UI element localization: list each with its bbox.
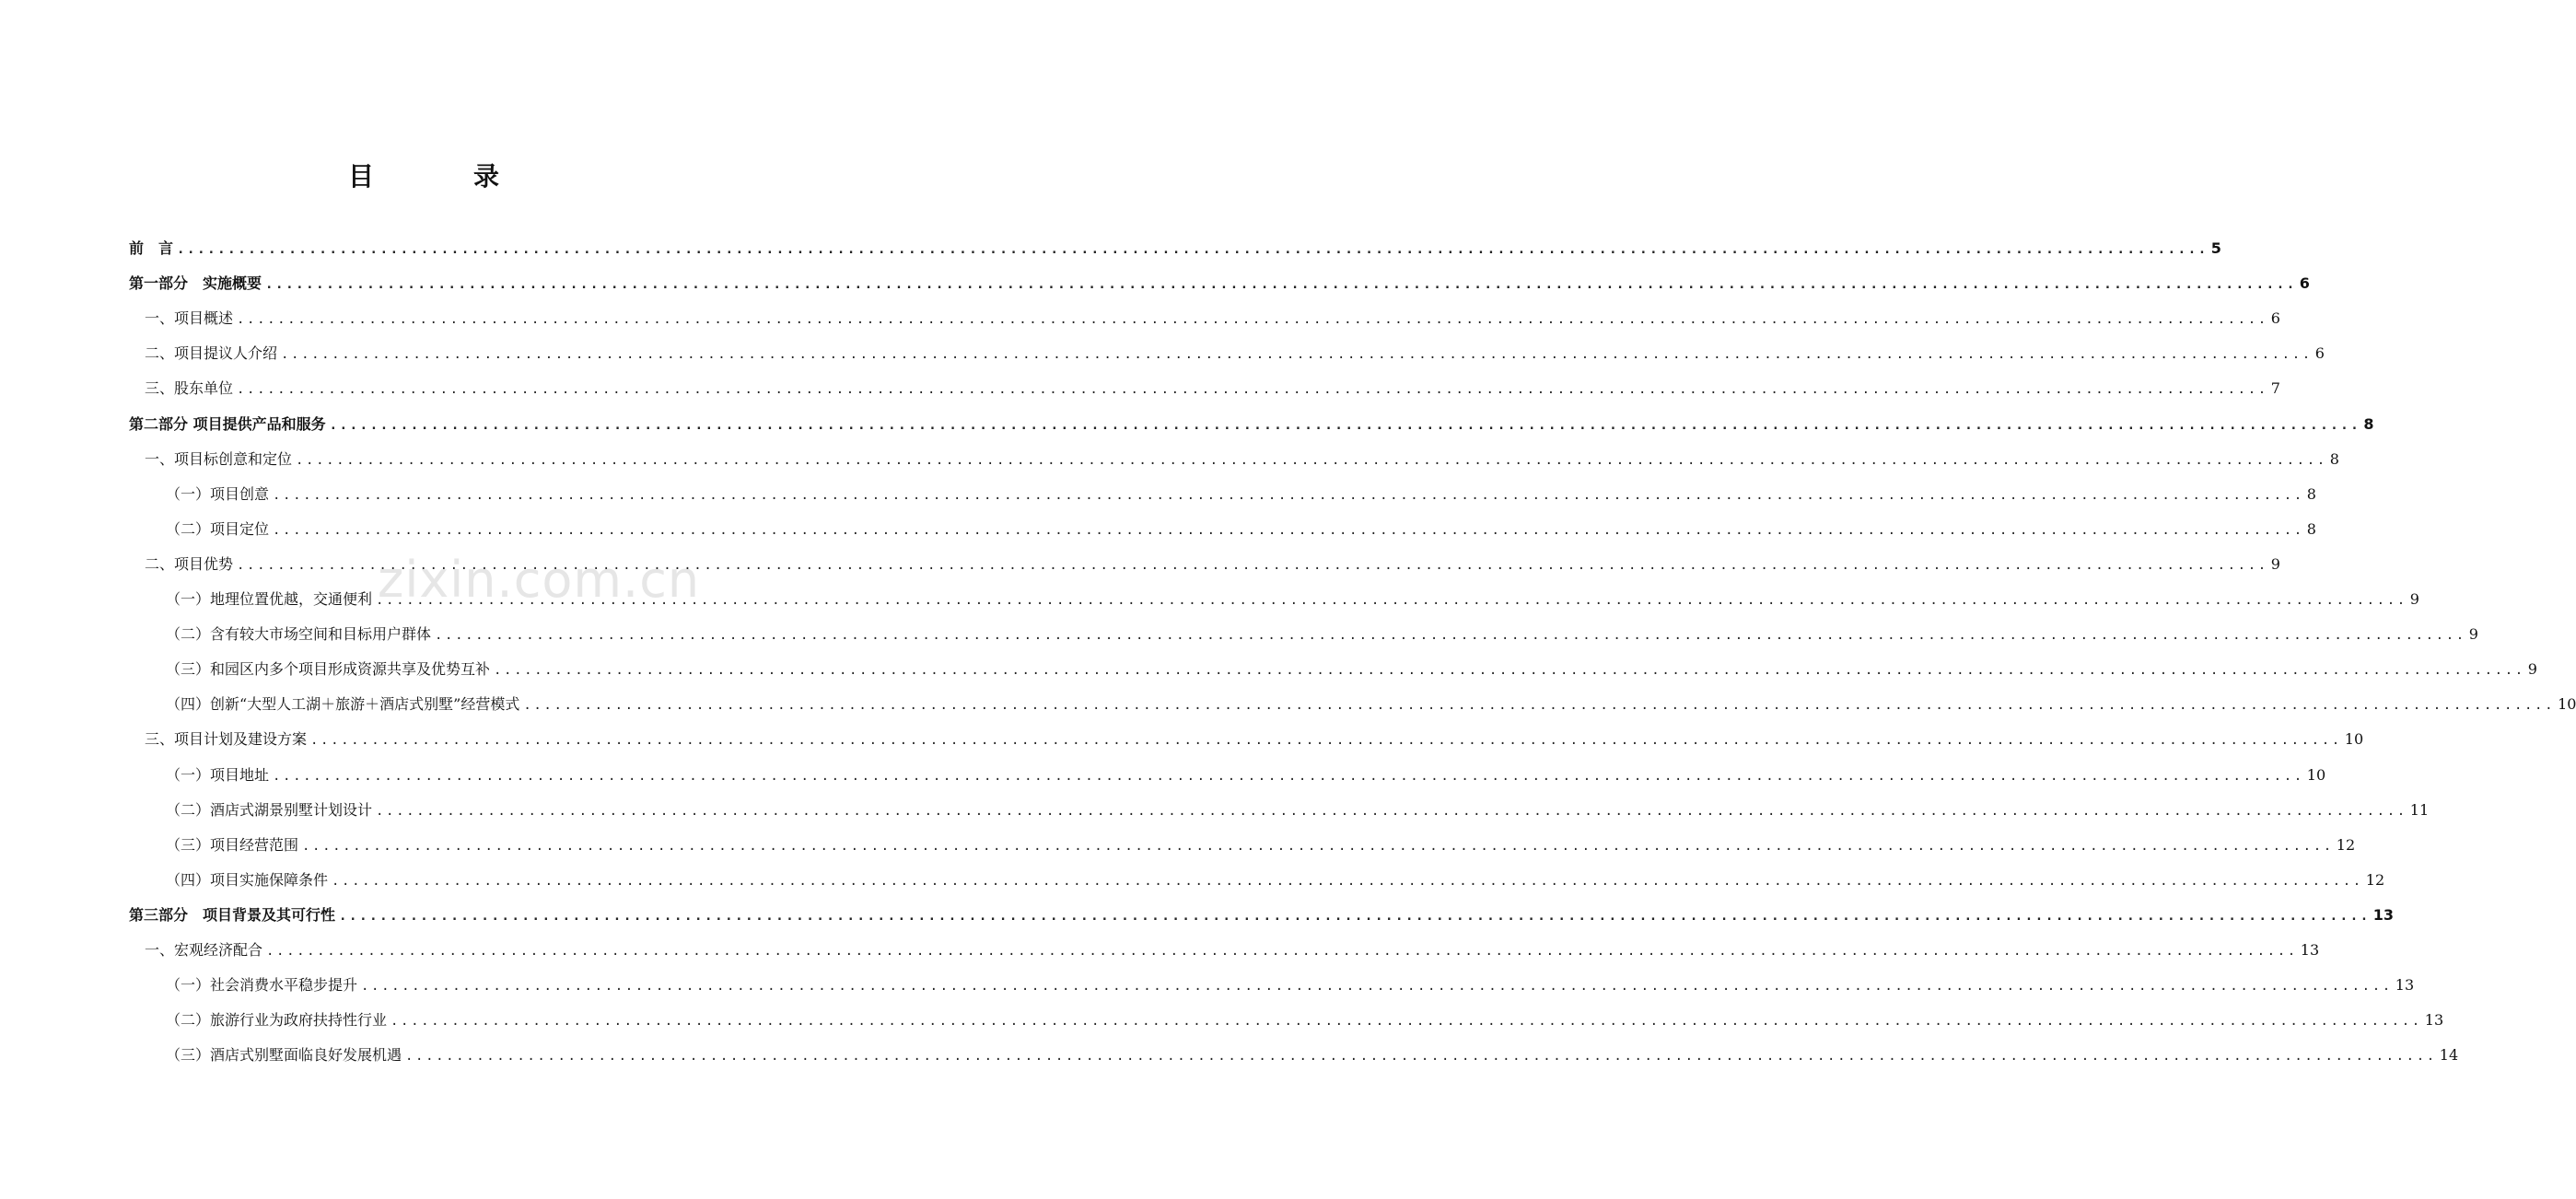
toc-entry-page-number: 9 <box>2270 554 2280 573</box>
toc-leader-dots: ........................................................................................................................................................................................................ <box>177 242 2209 257</box>
toc-entry[interactable] <box>166 625 2478 645</box>
toc-leader-dots: ........................................................................................................................................................................................................ <box>361 979 2393 995</box>
toc-entry-label: 二、项目优势 <box>145 554 234 573</box>
toc-entry[interactable] <box>145 309 2280 329</box>
toc-entry-page-number: 6 <box>2270 309 2280 328</box>
toc-entry-label: 三、项目计划及建设方案 <box>145 730 308 749</box>
toc-entry[interactable] <box>166 1011 2444 1030</box>
toc-leader-dots: ........................................................................................................................................................................................................ <box>523 698 2556 714</box>
toc-entry-page-number: 13 <box>2424 1011 2444 1030</box>
toc-leader-dots: ........................................................................................................................................................................................................ <box>237 557 2268 573</box>
toc-leader-dots: ........................................................................................................................................................................................................ <box>265 277 2297 293</box>
toc-leader-dots: ........................................................................................................................................................................................................ <box>281 347 2313 363</box>
toc-entry[interactable] <box>166 695 2576 715</box>
toc-leader-dots: ........................................................................................................................................................................................................ <box>494 663 2525 679</box>
toc-entry-label: 一、项目概述 <box>145 309 234 328</box>
toc-leader-dots: ........................................................................................................................................................................................................ <box>310 733 2342 749</box>
toc-entry[interactable] <box>166 590 2419 610</box>
toc-entry[interactable] <box>166 800 2430 821</box>
toc-entry-label: （三）项目经营范围 <box>166 835 299 854</box>
toc-leader-dots: ........................................................................................................................................................................................................ <box>273 768 2304 784</box>
toc-entry[interactable] <box>166 484 2316 505</box>
toc-entry-label: （一）社会消费水平稳步提升 <box>166 976 358 995</box>
toc-entry[interactable] <box>166 870 2385 891</box>
toc-entry[interactable] <box>145 449 2339 470</box>
toc-leader-dots: ........................................................................................................................................................................................................ <box>376 593 2407 608</box>
toc-entry-label: （四）创新“大型人工湖＋旅游＋酒店式别墅”经营模式 <box>166 695 520 714</box>
toc-entry-label: 前 言 <box>129 239 174 257</box>
toc-entry-page-number: 13 <box>2372 905 2395 924</box>
toc-entry-label: （二）酒店式湖景别墅计划设计 <box>166 800 373 819</box>
toc-leader-dots: ........................................................................................................................................................................................................ <box>273 522 2304 538</box>
toc-entry[interactable] <box>166 976 2415 995</box>
toc-entry-page-number: 11 <box>2409 800 2430 819</box>
toc-entry-page-number: 10 <box>2306 765 2326 784</box>
toc-entry-label: （一）地理位置优越，交通便利 <box>166 590 373 608</box>
toc-entry[interactable] <box>145 730 2364 750</box>
toc-entry[interactable] <box>166 519 2316 540</box>
toc-entry[interactable] <box>145 379 2280 399</box>
toc-entry-label: 三、股东单位 <box>145 379 234 398</box>
toc-entry[interactable] <box>145 941 2320 960</box>
toc-entry[interactable] <box>129 905 2395 925</box>
toc-leader-dots: ........................................................................................................................................................................................................ <box>376 803 2407 819</box>
toc-leader-dots: ........................................................................................................................................................................................................ <box>302 838 2334 854</box>
toc-entry[interactable] <box>129 239 2221 259</box>
toc-leader-dots: ........................................................................................................................................................................................................ <box>435 628 2466 644</box>
toc-leader-dots: ........................................................................................................................................................................................................ <box>296 452 2327 468</box>
toc-entry-page-number: 13 <box>2395 976 2415 995</box>
toc-entry-page-number: 6 <box>2314 344 2325 363</box>
toc-entry-page-number: 8 <box>2306 484 2316 503</box>
toc-entry[interactable] <box>129 414 2374 435</box>
toc-entry[interactable] <box>166 660 2537 680</box>
toc-leader-dots: ........................................................................................................................................................................................................ <box>329 417 2361 433</box>
toc-entry-page-number: 9 <box>2468 625 2478 644</box>
toc-leader-dots: ........................................................................................................................................................................................................ <box>273 487 2304 503</box>
toc-entry[interactable] <box>166 1046 2459 1065</box>
page-title: 目 录 <box>347 161 536 192</box>
toc-leader-dots: ........................................................................................................................................................................................................ <box>405 1049 2437 1065</box>
toc-entry-page-number: 14 <box>2439 1046 2459 1065</box>
toc-entry-label: （一）项目地址 <box>166 765 270 784</box>
toc-entry-label: （三）和园区内多个项目形成资源共享及优势互补 <box>166 660 491 679</box>
toc-entry-label: 第一部分 实施概要 <box>129 274 262 293</box>
toc-leader-dots: ........................................................................................................................................................................................................ <box>390 1014 2422 1030</box>
toc-leader-dots: ........................................................................................................................................................................................................ <box>339 908 2371 924</box>
watermark: zixin.com.cn <box>378 551 701 609</box>
toc-entry-page-number: 12 <box>2365 870 2385 889</box>
toc-entry-label: （二）项目定位 <box>166 519 270 538</box>
toc-entry-page-number: 8 <box>2329 449 2339 468</box>
toc-entry-label: （二）旅游行业为政府扶持性行业 <box>166 1011 388 1030</box>
toc-entry-page-number: 13 <box>2300 941 2320 959</box>
toc-leader-dots: ........................................................................................................................................................................................................ <box>237 312 2268 328</box>
toc-entry-page-number: 8 <box>2363 414 2374 433</box>
toc-leader-dots: ........................................................................................................................................................................................................ <box>266 944 2298 959</box>
toc-entry-label: 第二部分 项目提供产品和服务 <box>129 414 326 433</box>
toc-entry-page-number: 7 <box>2270 379 2280 398</box>
toc-entry[interactable] <box>166 835 2356 856</box>
toc-entry-page-number: 5 <box>2210 239 2221 257</box>
toc-entry-page-number: 10 <box>2558 695 2576 714</box>
toc-entry-label: （四）项目实施保障条件 <box>166 870 329 889</box>
toc-entry-label: 第三部分 项目背景及其可行性 <box>129 905 336 924</box>
toc-entry-page-number: 6 <box>2299 274 2310 293</box>
toc-entry-page-number: 9 <box>2409 590 2419 608</box>
toc-entry-label: 二、项目提议人介绍 <box>145 344 278 363</box>
toc-entry[interactable] <box>129 274 2310 294</box>
toc-entry-page-number: 12 <box>2336 835 2356 854</box>
toc-entry-page-number: 8 <box>2306 519 2316 538</box>
toc-entry-page-number: 9 <box>2527 660 2537 679</box>
toc-entry-label: （三）酒店式别墅面临良好发展机遇 <box>166 1046 402 1065</box>
toc-entry[interactable] <box>145 344 2325 364</box>
toc-entry-label: 一、项目标创意和定位 <box>145 449 293 468</box>
toc-entry-label: （二）含有较大市场空间和目标用户群体 <box>166 625 432 644</box>
toc-entry[interactable] <box>145 554 2280 575</box>
toc-entry-page-number: 10 <box>2344 730 2364 749</box>
toc-entry-label: （一）项目创意 <box>166 484 270 503</box>
toc-entry-label: 一、宏观经济配合 <box>145 941 263 959</box>
toc-entry[interactable] <box>166 765 2326 786</box>
toc-leader-dots: ........................................................................................................................................................................................................ <box>237 382 2268 398</box>
toc-leader-dots: ........................................................................................................................................................................................................ <box>332 873 2363 889</box>
